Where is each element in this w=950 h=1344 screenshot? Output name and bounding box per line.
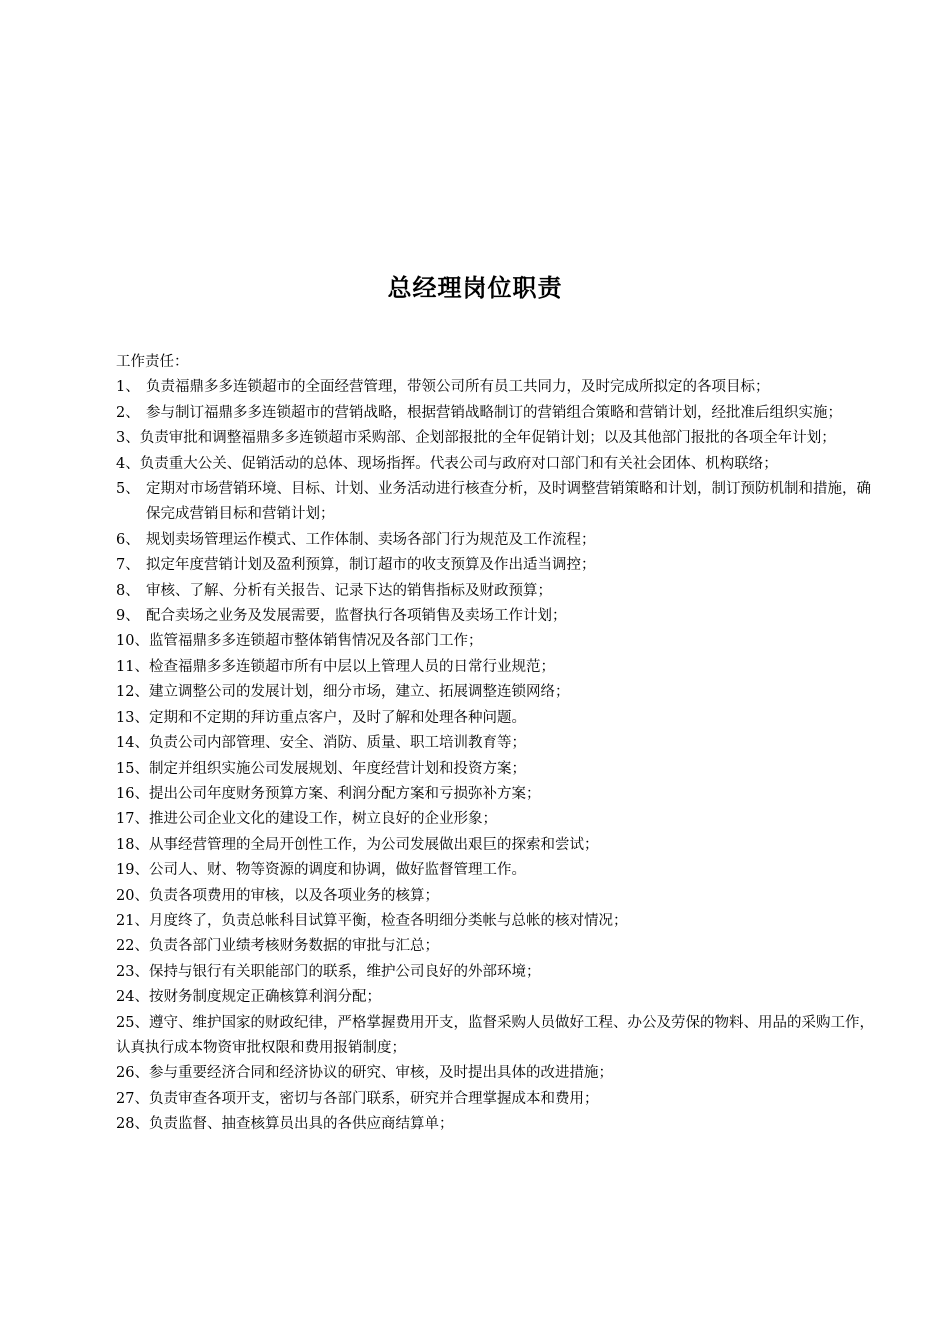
item-text: 提出公司年度财务预算方案、利润分配方案和亏损弥补方案； <box>148 785 541 802</box>
document-body <box>116 350 876 1138</box>
list-item <box>116 985 876 1010</box>
item-text: 参与制订福鼎多多连锁超市的营销战略，根据营销战略制订的营销组合策略和营销计划，经批准后组织实施； <box>146 404 842 421</box>
item-text: 负责各部门业绩考核财务数据的审批与汇总； <box>148 938 439 955</box>
item-number: 8、 <box>116 582 140 599</box>
list-item <box>116 528 876 553</box>
list-item <box>116 604 876 629</box>
list-item <box>116 807 876 832</box>
item-number: 21、 <box>116 912 149 929</box>
item-number: 11、 <box>116 658 149 675</box>
item-text: 负责各项费用的审核，以及各项业务的核算； <box>148 887 439 904</box>
item-text: 负责公司内部管理、安全、消防、质量、职工培训教育等； <box>148 735 526 752</box>
item-number: 19、 <box>116 862 149 879</box>
item-text: 参与重要经济合同和经济协议的研究、审核，及时提出具体的改进措施； <box>148 1065 613 1082</box>
item-number: 6、 <box>116 531 140 548</box>
item-text: 配合卖场之业务及发展需要，监督执行各项销售及卖场工作计划； <box>146 608 567 625</box>
item-number: 9、 <box>116 608 140 625</box>
item-text: 负责重大公关、促销活动的总体、现场指挥。代表公司与政府对口部门和有关社会团体、机构联络； <box>139 455 778 472</box>
list-item <box>116 579 876 604</box>
list-item <box>116 909 876 934</box>
list-item <box>116 1061 876 1086</box>
list-item <box>116 782 876 807</box>
section-label: 工作责任： <box>116 354 189 370</box>
item-text: 按财务制度规定正确核算利润分配； <box>148 989 381 1006</box>
page-title: 总经理岗位职责 <box>387 274 563 302</box>
list-item <box>116 477 876 528</box>
item-number: 1、 <box>116 379 140 396</box>
item-text: 公司人、财、物等资源的调度和协调，做好监督管理工作。 <box>148 862 526 879</box>
item-number: 10、 <box>116 633 149 650</box>
item-text: 负责审批和调整福鼎多多连锁超市采购部、企划部报批的全年促销计划；以及其他部门报批的各项全年计划； <box>139 430 836 447</box>
item-number: 28、 <box>116 1116 149 1133</box>
item-text: 定期和不定期的拜访重点客户，及时了解和处理各种问题。 <box>148 709 526 726</box>
item-number: 3、 <box>116 430 140 447</box>
item-number: 7、 <box>116 557 140 574</box>
item-text: 审核、了解、分析有关报告、记录下达的销售指标及财政预算； <box>146 582 552 599</box>
list-item <box>116 426 876 451</box>
item-text: 建立调整公司的发展计划，细分市场，建立、拓展调整连锁网络； <box>148 684 570 701</box>
item-text: 负责福鼎多多连锁超市的全面经营管理，带领公司所有员工共同力，及时完成所拟定的各项目标； <box>146 379 770 396</box>
list-item <box>116 680 876 705</box>
item-text: 定期对市场营销环境、目标、计划、业务活动进行核查分析，及时调整营销策略和计划，制订预防机制和措施，确保完成营销目标和营销计划； <box>146 481 871 523</box>
list-item <box>116 960 876 985</box>
list-item <box>116 884 876 909</box>
list-item <box>116 833 876 858</box>
list-item <box>116 1087 876 1112</box>
item-number: 17、 <box>116 811 149 828</box>
list-item <box>116 375 876 400</box>
item-number: 20、 <box>116 887 149 904</box>
item-number: 24、 <box>116 989 149 1006</box>
item-number: 18、 <box>116 836 149 853</box>
item-number: 4、 <box>116 455 140 472</box>
item-text: 遵守、维护国家的财政纪律，严格掌握费用开支，监督采购人员做好工程、办公及劳保的物料、用品的采购工作，认真执行成本物资审批权限和费用报销制度； <box>116 1014 874 1056</box>
item-text: 拟定年度营销计划及盈利预算，制订超市的收支预算及作出适当调控； <box>146 557 596 574</box>
item-number: 23、 <box>116 963 149 980</box>
item-text: 保持与银行有关职能部门的联系，维护公司良好的外部环境； <box>148 963 541 980</box>
item-number: 22、 <box>116 938 149 955</box>
item-text: 监管福鼎多多连锁超市整体销售情况及各部门工作； <box>148 633 483 650</box>
list-item <box>116 1112 876 1137</box>
item-text: 负责监督、抽查核算员出具的各供应商结算单； <box>148 1116 454 1133</box>
list-item <box>116 706 876 731</box>
list-item <box>116 731 876 756</box>
item-number: 14、 <box>116 735 149 752</box>
item-number: 15、 <box>116 760 149 777</box>
item-text: 检查福鼎多多连锁超市所有中层以上管理人员的日常行业规范； <box>148 658 555 675</box>
item-number: 16、 <box>116 785 149 802</box>
item-text: 推进公司企业文化的建设工作，树立良好的企业形象； <box>148 811 497 828</box>
item-number: 26、 <box>116 1065 149 1082</box>
item-text: 制定并组织实施公司发展规划、年度经营计划和投资方案； <box>148 760 526 777</box>
list-item <box>116 629 876 654</box>
list-item <box>116 452 876 477</box>
item-text: 规划卖场管理运作模式、工作体制、卖场各部门行为规范及工作流程； <box>146 531 596 548</box>
item-number: 27、 <box>116 1090 149 1107</box>
list-item <box>116 858 876 883</box>
item-text: 负责审查各项开支，密切与各部门联系，研究并合理掌握成本和费用； <box>148 1090 599 1107</box>
list-item <box>116 1011 876 1062</box>
item-number: 2、 <box>116 404 140 421</box>
list-item <box>116 553 876 578</box>
item-number: 13、 <box>116 709 149 726</box>
item-text: 月度终了，负责总帐科目试算平衡，检查各明细分类帐与总帐的核对情况； <box>148 912 628 929</box>
list-item <box>116 401 876 426</box>
list-item <box>116 934 876 959</box>
list-item <box>116 655 876 680</box>
list-item <box>116 757 876 782</box>
item-number: 5、 <box>116 481 140 498</box>
item-number: 25、 <box>116 1014 149 1031</box>
item-text: 从事经营管理的全局开创性工作，为公司发展做出艰巨的探索和尝试； <box>148 836 599 853</box>
item-number: 12、 <box>116 684 149 701</box>
